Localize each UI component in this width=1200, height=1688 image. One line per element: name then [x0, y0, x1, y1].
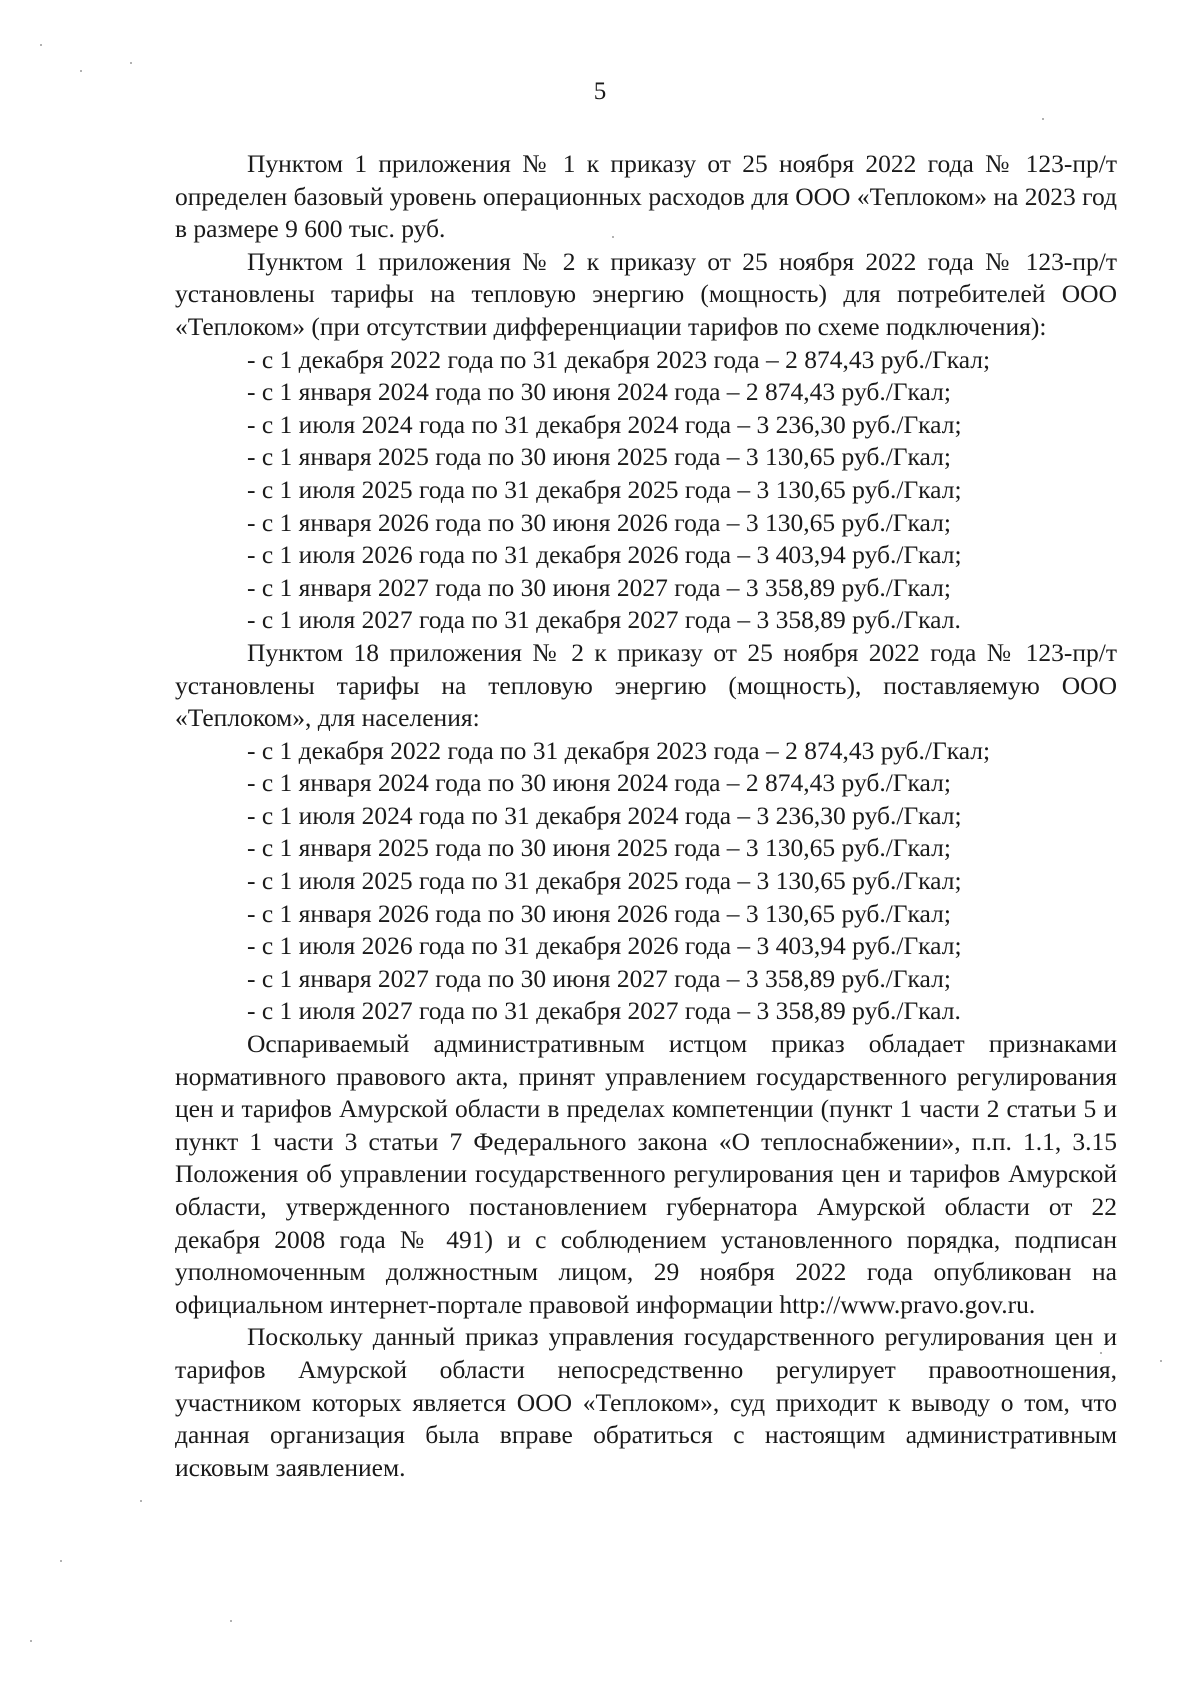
scan-speck — [80, 70, 82, 72]
list-item: - с 1 июля 2024 года по 31 декабря 2024 года – 3 236,30 руб./Гкал; — [247, 800, 962, 830]
paragraph-normative-act: Оспариваемый административным истцом приказ обладает признаками нормативного правового акта, принят управлением государственного регулирования цен и тарифов Амурской области в пределах компетенции (пункт 1 части 2 статьи 5 и пункт 1 части 3 статьи 7 Федерального закона «О теплоснабжении», п.п. 1.1, 3.15 Положения об управлении государственного регулирования цен и тарифов Амурской области, утвержденного постановлением губернатора Амурской области от 22 декабря 2008 года № 491) и с соблюдением установленного порядка, подписан уполномоченным должностным лицом, 29 ноября 2022 года опубликован на официальном интернет-портале правовой информации http://www.pravo.gov.ru. — [175, 1029, 1117, 1319]
list-item: - с 1 июля 2027 года по 31 декабря 2027 года – 3 358,89 руб./Гкал. — [247, 996, 961, 1026]
tariff-list-population — [175, 735, 1117, 1028]
scan-speck — [60, 1560, 62, 1562]
paragraph-tariffs-consumers: Пунктом 1 приложения № 2 к приказу от 25 ноября 2022 года № 123-пр/т установлены тарифы на тепловую энергию (мощность) для потребителей ООО «Теплоком» (при отсутствии дифференциации тарифов по схеме подключения): — [175, 246, 1117, 341]
paragraph-tariffs-population: Пунктом 18 приложения № 2 к приказу от 25 ноября 2022 года № 123-пр/т установлены тарифы на тепловую энергию (мощность), поставляемую ООО «Теплоком», для населения: — [175, 637, 1117, 733]
list-item: - с 1 июля 2024 года по 31 декабря 2024 года – 3 236,30 руб./Гкал; — [247, 409, 962, 439]
scan-speck — [612, 236, 614, 238]
scan-speck — [1100, 1352, 1102, 1354]
list-item: - с 1 июля 2025 года по 31 декабря 2025 года – 3 130,65 руб./Гкал; — [247, 866, 962, 896]
scan-speck — [1160, 1360, 1162, 1362]
list-item: - с 1 декабря 2022 года по 31 декабря 2023 года – 2 874,43 руб./Гкал; — [247, 735, 991, 765]
list-item: - с 1 июля 2026 года по 31 декабря 2026 года – 3 403,94 руб./Гкал; — [247, 931, 962, 961]
list-item: - с 1 декабря 2022 года по 31 декабря 2023 года – 2 874,43 руб./Гкал; — [247, 344, 991, 374]
scan-speck — [30, 1640, 32, 1642]
list-item: - с 1 января 2026 года по 30 июня 2026 года – 3 130,65 руб./Гкал; — [247, 507, 951, 537]
list-item: - с 1 января 2024 года по 30 июня 2024 года – 2 874,43 руб./Гкал; — [247, 377, 951, 407]
scan-speck — [40, 44, 42, 46]
list-item: - с 1 января 2027 года по 30 июня 2027 года – 3 358,89 руб./Гкал; — [247, 963, 951, 993]
list-item: - с 1 января 2025 года по 30 июня 2025 года – 3 130,65 руб./Гкал; — [247, 442, 951, 472]
scan-speck — [130, 62, 132, 64]
list-item: - с 1 июля 2025 года по 31 декабря 2025 года – 3 130,65 руб./Гкал; — [247, 474, 962, 504]
scan-speck — [230, 1620, 232, 1622]
list-item: - с 1 января 2024 года по 30 июня 2024 года – 2 874,43 руб./Гкал; — [247, 768, 951, 798]
list-item: - с 1 июля 2026 года по 31 декабря 2026 года – 3 403,94 руб./Гкал; — [247, 540, 962, 570]
tariff-list-consumers — [175, 344, 1117, 637]
page-number: 5 — [593, 78, 607, 105]
list-item: - с 1 января 2025 года по 30 июня 2025 года – 3 130,65 руб./Гкал; — [247, 833, 951, 863]
paragraph-conclusion: Поскольку данный приказ управления государственного регулирования цен и тарифов Амурской области непосредственно регулирует правоотношения, участником которых является ООО «Теплоком», суд приходит к выводу о том, что данная организация была вправе обратиться с настоящим административным исковым заявлением. — [175, 1322, 1117, 1482]
paragraph-base-opex: Пунктом 1 приложения № 1 к приказу от 25 ноября 2022 года № 123-пр/т определен базовый уровень операционных расходов для ООО «Теплоком» на 2023 год в размере 9 600 тыс. руб. — [175, 149, 1117, 244]
scan-speck — [1042, 118, 1044, 120]
list-item: - с 1 января 2026 года по 30 июня 2026 года – 3 130,65 руб./Гкал; — [247, 898, 951, 928]
list-item: - с 1 июля 2027 года по 31 декабря 2027 года – 3 358,89 руб./Гкал. — [247, 605, 961, 635]
scan-speck — [140, 1500, 142, 1502]
document-body — [175, 148, 1117, 1484]
list-item: - с 1 января 2027 года по 30 июня 2027 года – 3 358,89 руб./Гкал; — [247, 572, 951, 602]
